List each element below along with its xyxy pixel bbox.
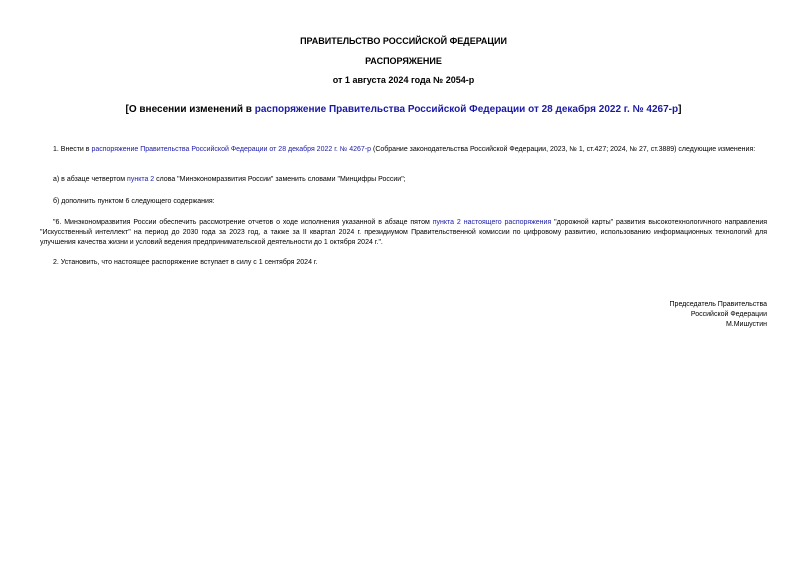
paragraph-1 [40,145,767,155]
p1-link[interactable]: распоряжение Правительства Российской Федерации от 28 декабря 2022 г. № 4267-р [91,146,372,153]
p1-start-text: 1. Внести в [53,146,92,153]
p4-end-text: "дорожной карты" развития высокотехнологичного направления "Искусственный интеллект" на период до 2030 года за 2023 год, а также за II квартал 2024 г. президиумом Правительственной комиссии по цифровому развитию, использованию информационных технологий для улучшения качества жизни и условий ведения предпринимательской деятельности до 1 октября 2024 г.". [40,219,768,246]
subject-close-text: ] [678,104,682,115]
paragraph-2: 2. Установить, что настоящее распоряжение вступает в силу с 1 сентября 2024 г. [53,259,318,266]
subject-link[interactable]: распоряжение Правительства Российской Федерации от 28 декабря 2022 г. № 4267-р [254,104,679,115]
p4-start-text: "6. Минэкономразвития России обеспечить рассмотрение отчетов о ходе исполнения указанной в абзаце пятом [53,219,433,226]
paragraph-b: б) дополнить пунктом 6 следующего содержания: [53,198,215,205]
document-type-heading: РАСПОРЯЖЕНИЕ [365,56,442,66]
p2-start-text: а) в абзаце четвертом [53,176,128,183]
paragraph-a [40,175,767,185]
signature-name: М.Мишустин [725,321,767,328]
issuer-heading: ПРАВИТЕЛЬСТВО РОССИЙСКОЙ ФЕДЕРАЦИИ [300,36,507,46]
subject-heading [0,104,807,116]
date-number-heading: от 1 августа 2024 года № 2054-р [332,75,475,85]
paragraph-6-quote [40,218,767,248]
p1-end-text: (Собрание законодательства Российской Федерации, 2023, № 1, ст.427; 2024, № 27, ст.3889) следующие изменения: [371,146,756,153]
p2-end-text: слова "Минэкономразвития России" заменить словами "Минцифры России"; [154,176,406,183]
subject-open-text: [О внесении изменений в [125,104,255,115]
p2-link[interactable]: пункта 2 [127,176,155,183]
signature-block [670,300,767,330]
signature-position: Председатель Правительства [669,301,767,308]
signature-organization: Российской Федерации [690,311,767,318]
p4-link[interactable]: пункта 2 настоящего распоряжения [432,219,552,226]
